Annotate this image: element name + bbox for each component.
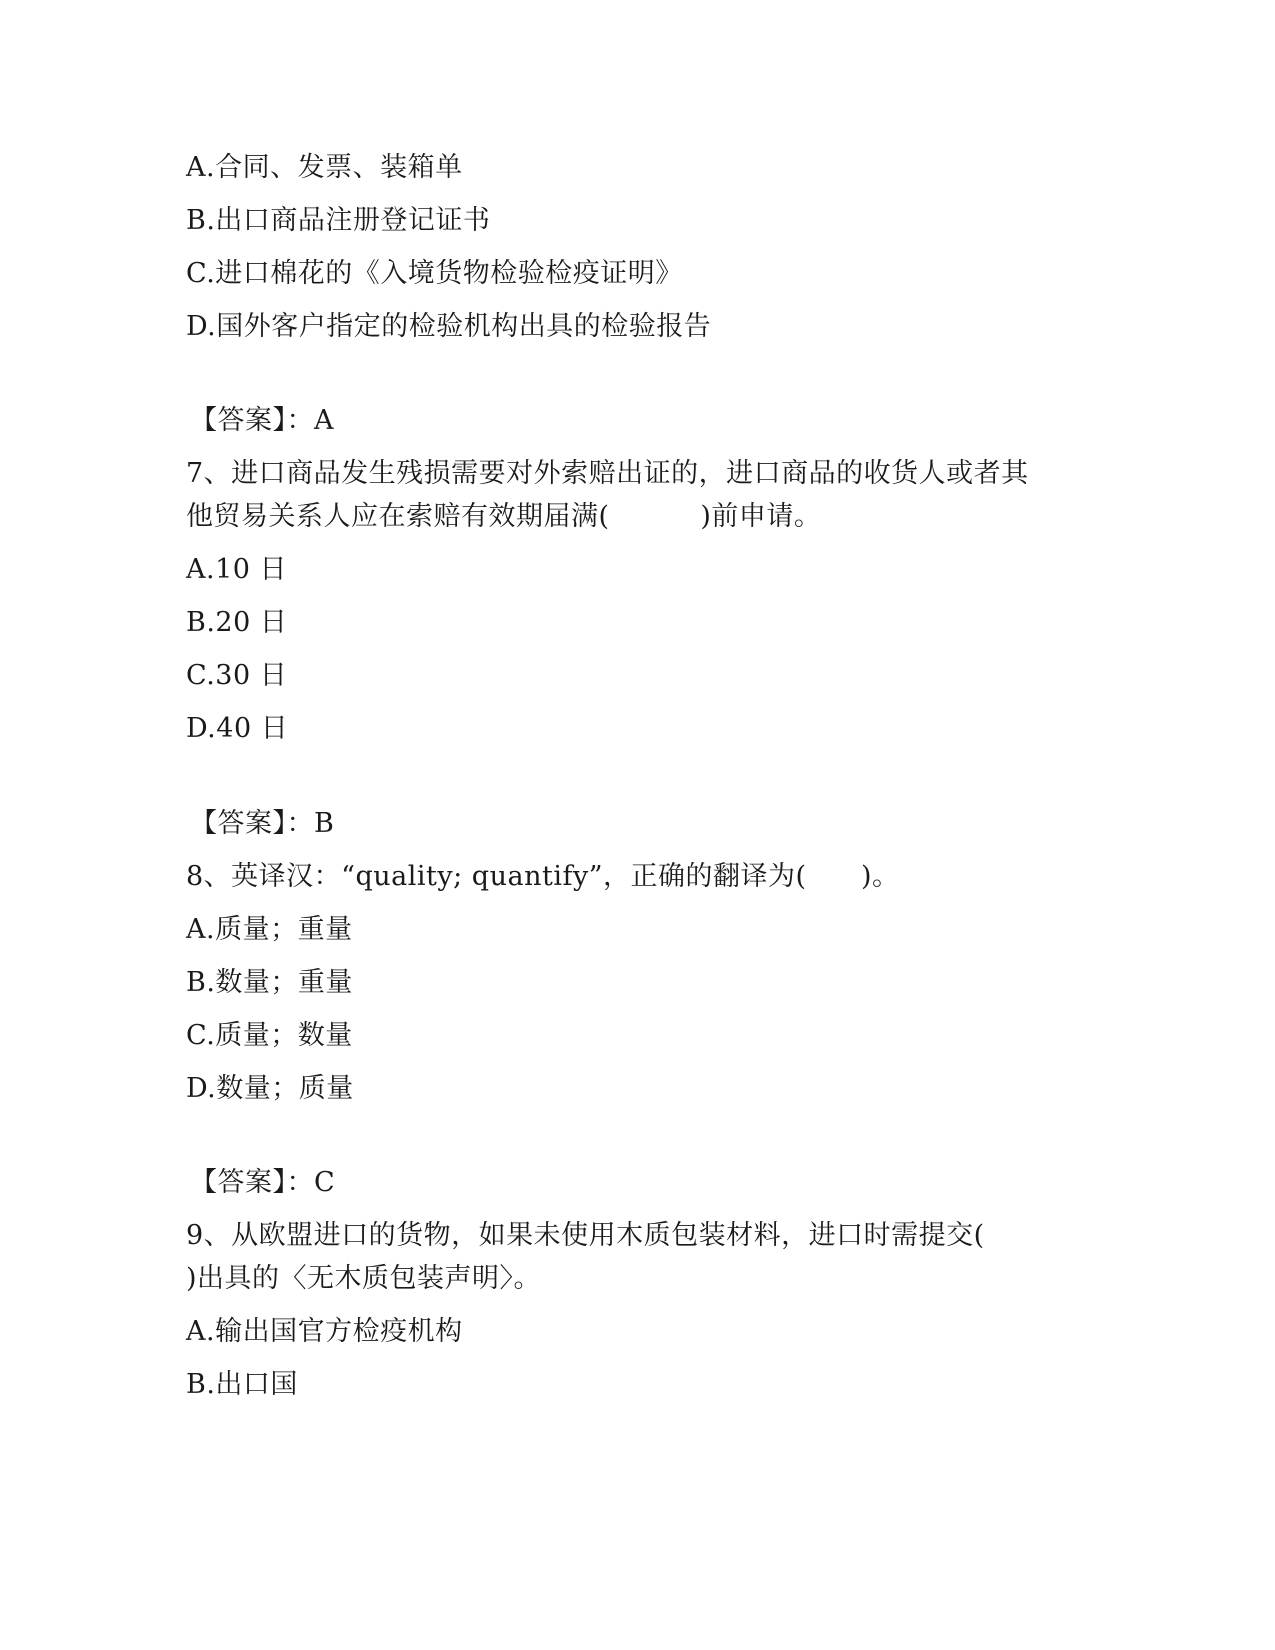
q9-option-a: A.输出国官方检疫机构	[186, 1316, 463, 1347]
q9-stem-line1: 9、从欧盟进口的货物，如果未使用木质包装材料，进口时需提交(	[186, 1220, 985, 1251]
q8-option-a: A.质量；重量	[186, 914, 353, 945]
q7-stem-line2: 他贸易关系人应在索赔有效期届满( )前申请。	[186, 501, 822, 532]
q6-option-a: A.合同、发票、装箱单	[186, 152, 463, 183]
q7-option-c: C.30 日	[186, 660, 288, 691]
q9-option-b: B.出口国	[186, 1369, 298, 1400]
q6-answer: 【答案】：A	[190, 405, 334, 436]
q7-stem-line1: 7、进口商品发生残损需要对外索赔出证的，进口商品的收货人或者其	[186, 458, 1029, 489]
q6-option-d: D.国外客户指定的检验机构出具的检验报告	[186, 311, 712, 342]
q6-option-b: B.出口商品注册登记证书	[186, 205, 491, 236]
q7-option-a: A.10 日	[186, 554, 288, 585]
q7-answer: 【答案】：B	[190, 808, 335, 839]
q8-option-c: C.质量；数量	[186, 1020, 353, 1051]
q7-option-d: D.40 日	[186, 713, 289, 744]
q8-stem: 8、英译汉：“quality; quantify”，正确的翻译为( )。	[186, 861, 900, 892]
q8-answer: 【答案】：C	[190, 1167, 336, 1198]
q6-option-c: C.进口棉花的《入境货物检验检疫证明》	[186, 258, 683, 289]
q7-option-b: B.20 日	[186, 607, 288, 638]
q9-stem-line2: )出具的〈无木质包装声明〉。	[186, 1263, 542, 1294]
q8-option-b: B.数量；重量	[186, 967, 353, 998]
q8-option-d: D.数量；质量	[186, 1073, 354, 1104]
